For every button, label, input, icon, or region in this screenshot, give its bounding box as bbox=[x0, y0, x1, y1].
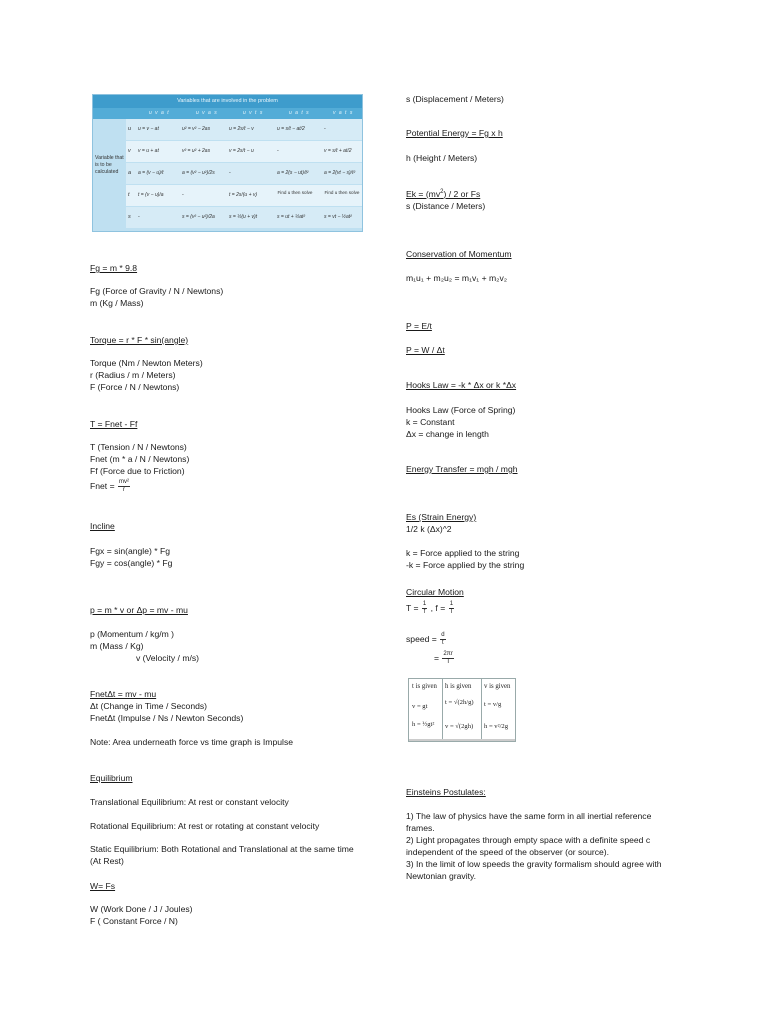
hooks-line-2: k = Constant bbox=[406, 417, 455, 427]
ff-header-0: t is given bbox=[412, 683, 437, 690]
suvat-cell: Find u then solve bbox=[277, 190, 313, 195]
hooks-line-1: Hooks Law (Force of Spring) bbox=[406, 405, 516, 415]
suvat-row-variable: s bbox=[128, 214, 131, 220]
suvat-row bbox=[126, 207, 362, 228]
ff-cell: h = v²/2g bbox=[484, 723, 509, 730]
circular-motion-heading: Circular Motion bbox=[406, 587, 464, 597]
equilibrium-line-1: Translational Equilibrium: At rest or constant velocity bbox=[90, 797, 289, 807]
suvat-cell: u = s/t − at/2 bbox=[277, 126, 305, 132]
es-line-3: -k = Force applied by the string bbox=[406, 560, 525, 570]
suvat-cell: v = u + at bbox=[138, 148, 159, 154]
suvat-cell: Find u then solve bbox=[324, 190, 360, 195]
tension-line-3: Ff (Force due to Friction) bbox=[90, 466, 185, 476]
incline-line-1: Fgx = sin(angle) * Fg bbox=[90, 546, 171, 556]
momentum-line-3: v (Velocity / m/s) bbox=[136, 653, 200, 663]
suvat-cell: a = (v² − u²)/2s bbox=[182, 170, 215, 176]
suvat-row-variable: v bbox=[128, 148, 131, 154]
strain-energy-heading: Es (Strain Energy) bbox=[406, 512, 477, 522]
fg-heading: Fg = m * 9.8 bbox=[90, 263, 138, 273]
suvat-cell: t = 2s/(u + v) bbox=[229, 192, 258, 198]
equilibrium-heading: Equilibrium bbox=[90, 773, 133, 783]
torque-line-3: F (Force / N / Newtons) bbox=[90, 382, 180, 392]
suvat-cell: a = 2(s − ut)/t² bbox=[277, 170, 309, 176]
energy-transfer-heading: Energy Transfer = mgh / mgh bbox=[406, 464, 518, 474]
suvat-table-title: Variables that are involved in the problem bbox=[93, 95, 362, 108]
impulse-note: Note: Area underneath force vs time graph is Impulse bbox=[90, 737, 294, 747]
suvat-cell: a = 2(vt − s)/t² bbox=[324, 170, 356, 176]
suvat-row bbox=[126, 185, 362, 206]
es-line-1: 1/2 k (Δx)^2 bbox=[406, 524, 452, 534]
ff-cell: h = ½gt² bbox=[412, 721, 435, 728]
kinetic-energy-heading: $Ek = (mv^2) / 2$ or Fs bbox=[406, 189, 481, 199]
momentum-heading: p = m * v or Δp = mv - mu bbox=[90, 605, 188, 615]
einstein-line-1: 1) The law of physics have the same form in all inertial reference frames. bbox=[406, 811, 652, 833]
power-heading-1: P = E/t bbox=[406, 321, 432, 331]
circular-period-formula: T = $\frac{1}{f}$ , f = $\frac{1}{T}$ bbox=[406, 601, 454, 615]
einstein-heading: Einsteins Postulates: bbox=[406, 787, 486, 797]
torque-line-2: r (Radius / m / Meters) bbox=[90, 370, 176, 380]
ff-cell: v = gt bbox=[412, 703, 428, 710]
impulse-heading: FnetΔt = mv - mu bbox=[90, 689, 157, 699]
torque-heading: Torque = r * F * sin(angle) bbox=[90, 335, 189, 345]
suvat-table bbox=[92, 94, 363, 232]
hooks-line-3: Δx = change in length bbox=[406, 429, 489, 439]
suvat-cell: v² = u² + 2as bbox=[182, 148, 211, 154]
suvat-cell: - bbox=[277, 148, 279, 154]
conservation-momentum-formula: m₁u₁ + m₂u₂ = m₁v₁ + m₂v₂ bbox=[406, 273, 508, 283]
tension-line-1: T (Tension / N / Newtons) bbox=[90, 442, 187, 452]
ff-cell: v = √(2gh) bbox=[445, 723, 474, 730]
suvat-cell: - bbox=[229, 170, 231, 176]
suvat-cell: u = 2s/t − v bbox=[229, 126, 254, 132]
fnet-formula: Fnet = $\frac{\text{mv²}}{r}$ bbox=[90, 479, 129, 493]
suvat-cell: a = (v − u)/t bbox=[138, 170, 164, 176]
tension-heading: T = Fnet - Ff bbox=[90, 419, 138, 429]
momentum-line-1: p (Momentum / kg/m ) bbox=[90, 629, 175, 639]
suvat-cell: s = ½(u + v)t bbox=[229, 214, 258, 220]
tension-line-2: Fnet (m * a / N / Newtons) bbox=[90, 454, 190, 464]
conservation-momentum-heading: Conservation of Momentum bbox=[406, 249, 512, 259]
suvat-cell: v = 2s/t − u bbox=[229, 148, 254, 154]
suvat-table-header bbox=[93, 108, 362, 119]
suvat-cell: - bbox=[138, 214, 140, 220]
einstein-line-3: 3) In the limit of low speeds the gravity formalism should agree with Newtonian gravity. bbox=[406, 859, 662, 881]
suvat-cell: s = (v² − u²)/2a bbox=[182, 214, 215, 220]
suvat-header-0: u v a t bbox=[149, 110, 170, 116]
ek-line-1: s (Distance / Meters) bbox=[406, 201, 486, 211]
free-fall-table bbox=[408, 678, 516, 742]
ff-header-1: h is given bbox=[445, 683, 472, 690]
suvat-cell: - bbox=[324, 126, 326, 132]
suvat-cell: s = vt − ½at² bbox=[324, 214, 352, 220]
work-line-2: F ( Constant Force / N) bbox=[90, 916, 178, 926]
equilibrium-line-3: Static Equilibrium: Both Rotational and Translational at the same time (At Rest) bbox=[90, 844, 354, 866]
suvat-cell: u² = v² − 2as bbox=[182, 126, 211, 132]
work-line-1: W (Work Done / J / Joules) bbox=[90, 904, 193, 914]
momentum-line-2: m (Mass / Kg) bbox=[90, 641, 144, 651]
suvat-cell: v = s/t + at/2 bbox=[324, 148, 352, 154]
suvat-row bbox=[126, 119, 362, 140]
suvat-row bbox=[126, 141, 362, 162]
suvat-cell: - bbox=[182, 192, 184, 198]
ff-header-2: v is given bbox=[484, 683, 511, 690]
suvat-cell: t = (v − u)/a bbox=[138, 192, 164, 198]
einstein-line-2: 2) Light propagates through empty space with a definite speed c independent of the speed of the observer (or source). bbox=[406, 835, 651, 857]
suvat-side-label: Variable that is to be calculated bbox=[93, 119, 126, 231]
suvat-row-variable: t bbox=[128, 192, 130, 198]
speed-formula-2: = $\frac{2\pi r}{T}$ bbox=[434, 651, 453, 665]
work-heading: W= Fs bbox=[90, 881, 116, 891]
fg-line-1: Fg (Force of Gravity / N / Newtons) bbox=[90, 286, 224, 296]
suvat-row bbox=[126, 163, 362, 184]
es-line-2: k = Force applied to the string bbox=[406, 548, 520, 558]
ff-cell: t = √(2h/g) bbox=[445, 699, 474, 706]
fg-line-2: m (Kg / Mass) bbox=[90, 298, 144, 308]
potential-energy-heading: Potential Energy = Fg x h bbox=[406, 128, 503, 138]
hooks-law-heading: Hooks Law = -k * Δx or k *Δx bbox=[406, 380, 517, 390]
suvat-header-2: u v t s bbox=[243, 110, 264, 116]
suvat-header-4: v a t s bbox=[333, 110, 354, 116]
equilibrium-line-2: Rotational Equilibrium: At rest or rotating at constant velocity bbox=[90, 821, 320, 831]
suvat-header-1: u v a s bbox=[196, 110, 218, 116]
pe-line-1: h (Height / Meters) bbox=[406, 153, 478, 163]
suvat-row-variable: u bbox=[128, 126, 132, 132]
displacement-line: s (Displacement / Meters) bbox=[406, 94, 504, 104]
power-heading-2: P = W / Δt bbox=[406, 345, 445, 355]
incline-heading: Incline bbox=[90, 521, 115, 531]
ff-cell: t = v/g bbox=[484, 701, 502, 708]
suvat-cell: s = ut + ½at² bbox=[277, 214, 306, 220]
impulse-line-2: FnetΔt (Impulse / Ns / Newton Seconds) bbox=[90, 713, 244, 723]
impulse-line-1: Δt (Change in Time / Seconds) bbox=[90, 701, 208, 711]
speed-formula: speed = $\frac{d}{t}$ bbox=[406, 632, 445, 646]
incline-line-2: Fgy = cos(angle) * Fg bbox=[90, 558, 173, 568]
torque-line-1: Torque (Nm / Newton Meters) bbox=[90, 358, 203, 368]
suvat-header-3: u a t s bbox=[289, 110, 310, 116]
suvat-cell: u = v − at bbox=[138, 126, 159, 132]
suvat-row-variable: a bbox=[128, 170, 132, 176]
